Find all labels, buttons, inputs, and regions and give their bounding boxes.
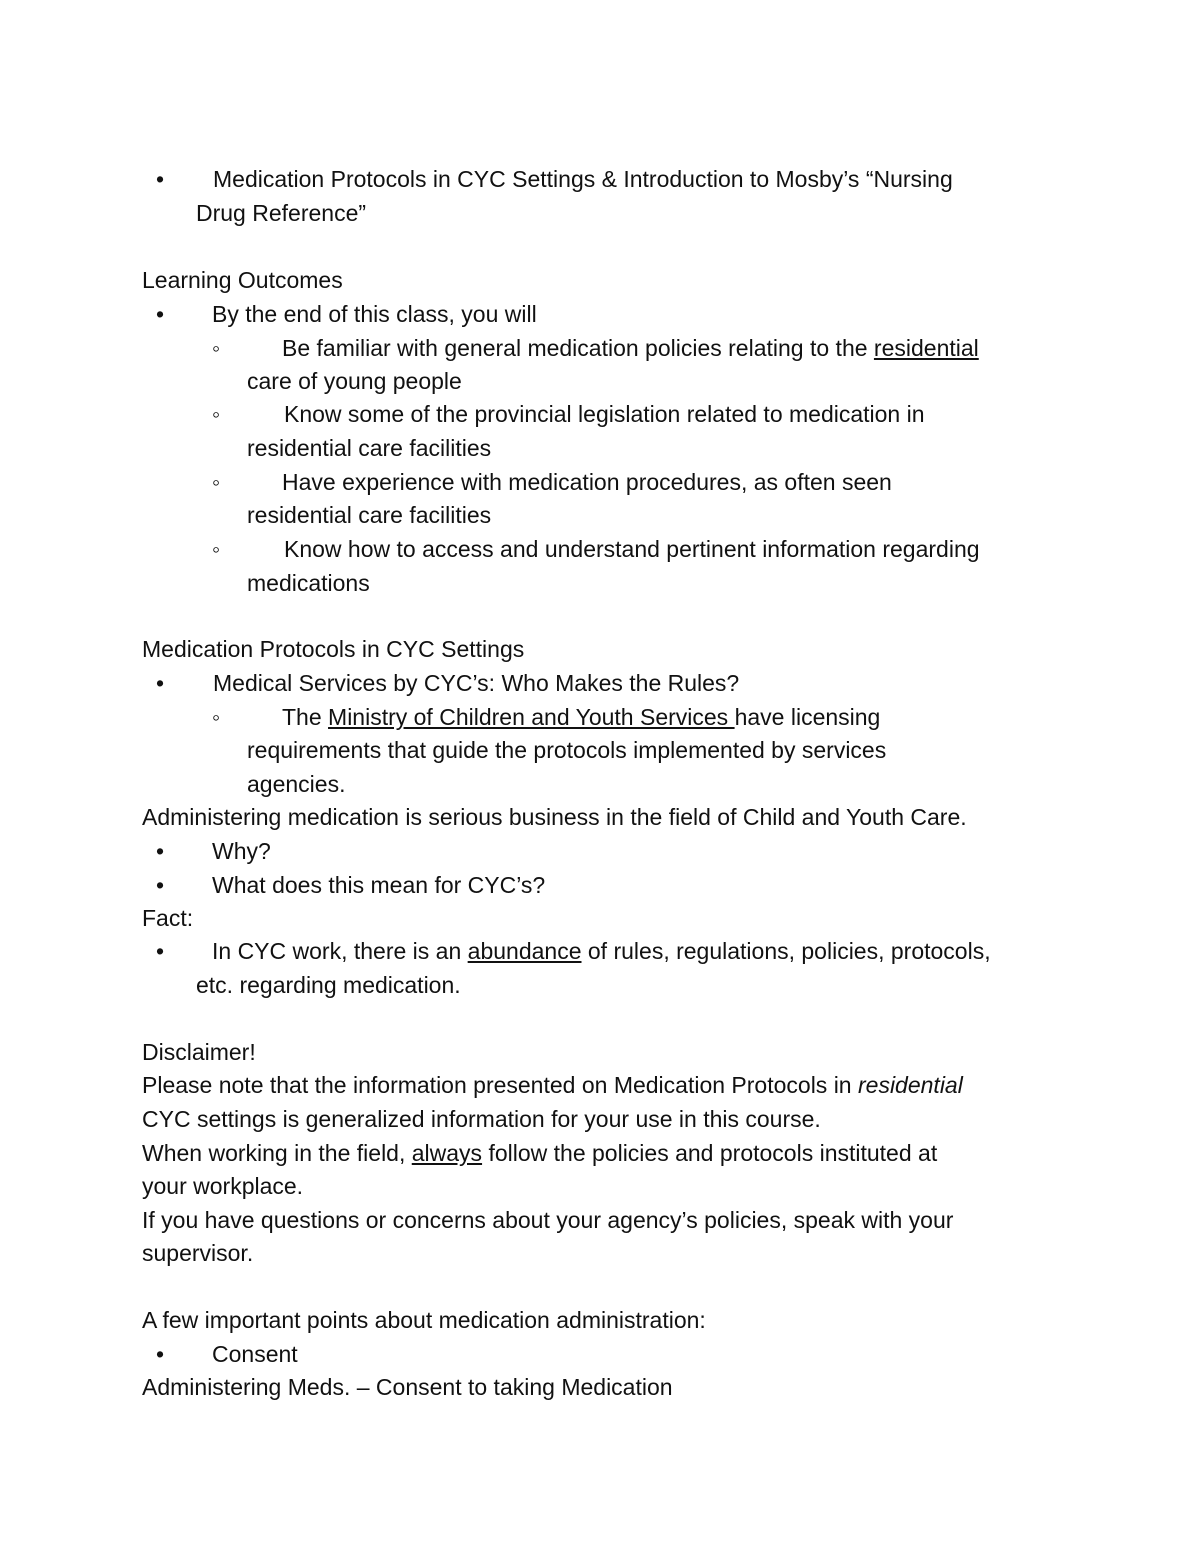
sub-bullet-icon: ◦ bbox=[212, 335, 221, 361]
learning-outcomes-heading: Learning Outcomes bbox=[142, 267, 343, 293]
disclaimer-p2-line-1: When working in the field, always follow the policies and protocols instituted at bbox=[142, 1140, 938, 1166]
disclaimer-heading: Disclaimer! bbox=[142, 1039, 256, 1065]
bullet-icon: • bbox=[156, 670, 165, 696]
bullet-icon: • bbox=[156, 872, 165, 898]
sub-bullet-icon: ◦ bbox=[212, 536, 221, 562]
points-bullet-consent: Consent bbox=[212, 1341, 298, 1367]
administering-bullet-meaning: What does this mean for CYC’s? bbox=[212, 872, 546, 898]
outcome-3-line-2: residential care facilities bbox=[247, 502, 492, 528]
administering-text: Administering medication is serious business in the field of Child and Youth Care. bbox=[142, 804, 967, 830]
outcome-3-line-1: Have experience with medication procedures, as often seen bbox=[282, 469, 892, 495]
bullet-icon: • bbox=[156, 301, 165, 327]
outcome-1-line-1: Be familiar with general medication policies relating to the residential bbox=[282, 335, 979, 361]
bullet-icon: • bbox=[156, 938, 165, 964]
outcome-4-line-2: medications bbox=[247, 570, 370, 596]
administering-bullet-why: Why? bbox=[212, 838, 271, 864]
sub-bullet-icon: ◦ bbox=[212, 704, 221, 730]
protocols-sub-line-1: The Ministry of Children and Youth Services have licensing bbox=[282, 704, 881, 730]
disclaimer-p3-line-2: supervisor. bbox=[142, 1240, 254, 1266]
outcome-1-line-2: care of young people bbox=[247, 368, 462, 394]
sub-bullet-icon: ◦ bbox=[212, 401, 221, 427]
outcome-4-line-1: Know how to access and understand pertinent information regarding bbox=[284, 536, 980, 562]
bullet-icon: • bbox=[156, 1341, 165, 1367]
protocols-bullet: Medical Services by CYC’s: Who Makes the Rules? bbox=[213, 670, 740, 696]
title-line-2: Drug Reference” bbox=[196, 200, 367, 226]
title-line-1: Medication Protocols in CYC Settings & Introduction to Mosby’s “Nursing bbox=[213, 166, 953, 192]
fact-line-1: In CYC work, there is an abundance of rules, regulations, policies, protocols, bbox=[212, 938, 991, 964]
protocols-sub-line-2: requirements that guide the protocols implemented by services bbox=[247, 737, 887, 763]
protocols-heading: Medication Protocols in CYC Settings bbox=[142, 636, 525, 662]
bullet-icon: • bbox=[156, 166, 165, 192]
disclaimer-p1-line-2: CYC settings is generalized information for your use in this course. bbox=[142, 1106, 821, 1132]
outcome-2-line-1: Know some of the provincial legislation related to medication in bbox=[284, 401, 925, 427]
bullet-icon: • bbox=[156, 838, 165, 864]
sub-bullet-icon: ◦ bbox=[212, 469, 221, 495]
fact-line-2: etc. regarding medication. bbox=[196, 972, 461, 998]
disclaimer-p2-line-2: your workplace. bbox=[142, 1173, 304, 1199]
fact-label: Fact: bbox=[142, 905, 194, 931]
disclaimer-p3-line-1: If you have questions or concerns about your agency’s policies, speak with your bbox=[142, 1207, 954, 1233]
points-last-line: Administering Meds. – Consent to taking Medication bbox=[142, 1374, 673, 1400]
outcome-2-line-2: residential care facilities bbox=[247, 435, 492, 461]
disclaimer-p1-line-1: Please note that the information presented on Medication Protocols in residential bbox=[142, 1072, 963, 1098]
learning-intro: By the end of this class, you will bbox=[212, 301, 537, 327]
protocols-sub-line-3: agencies. bbox=[247, 771, 346, 797]
points-heading: A few important points about medication administration: bbox=[142, 1307, 706, 1333]
